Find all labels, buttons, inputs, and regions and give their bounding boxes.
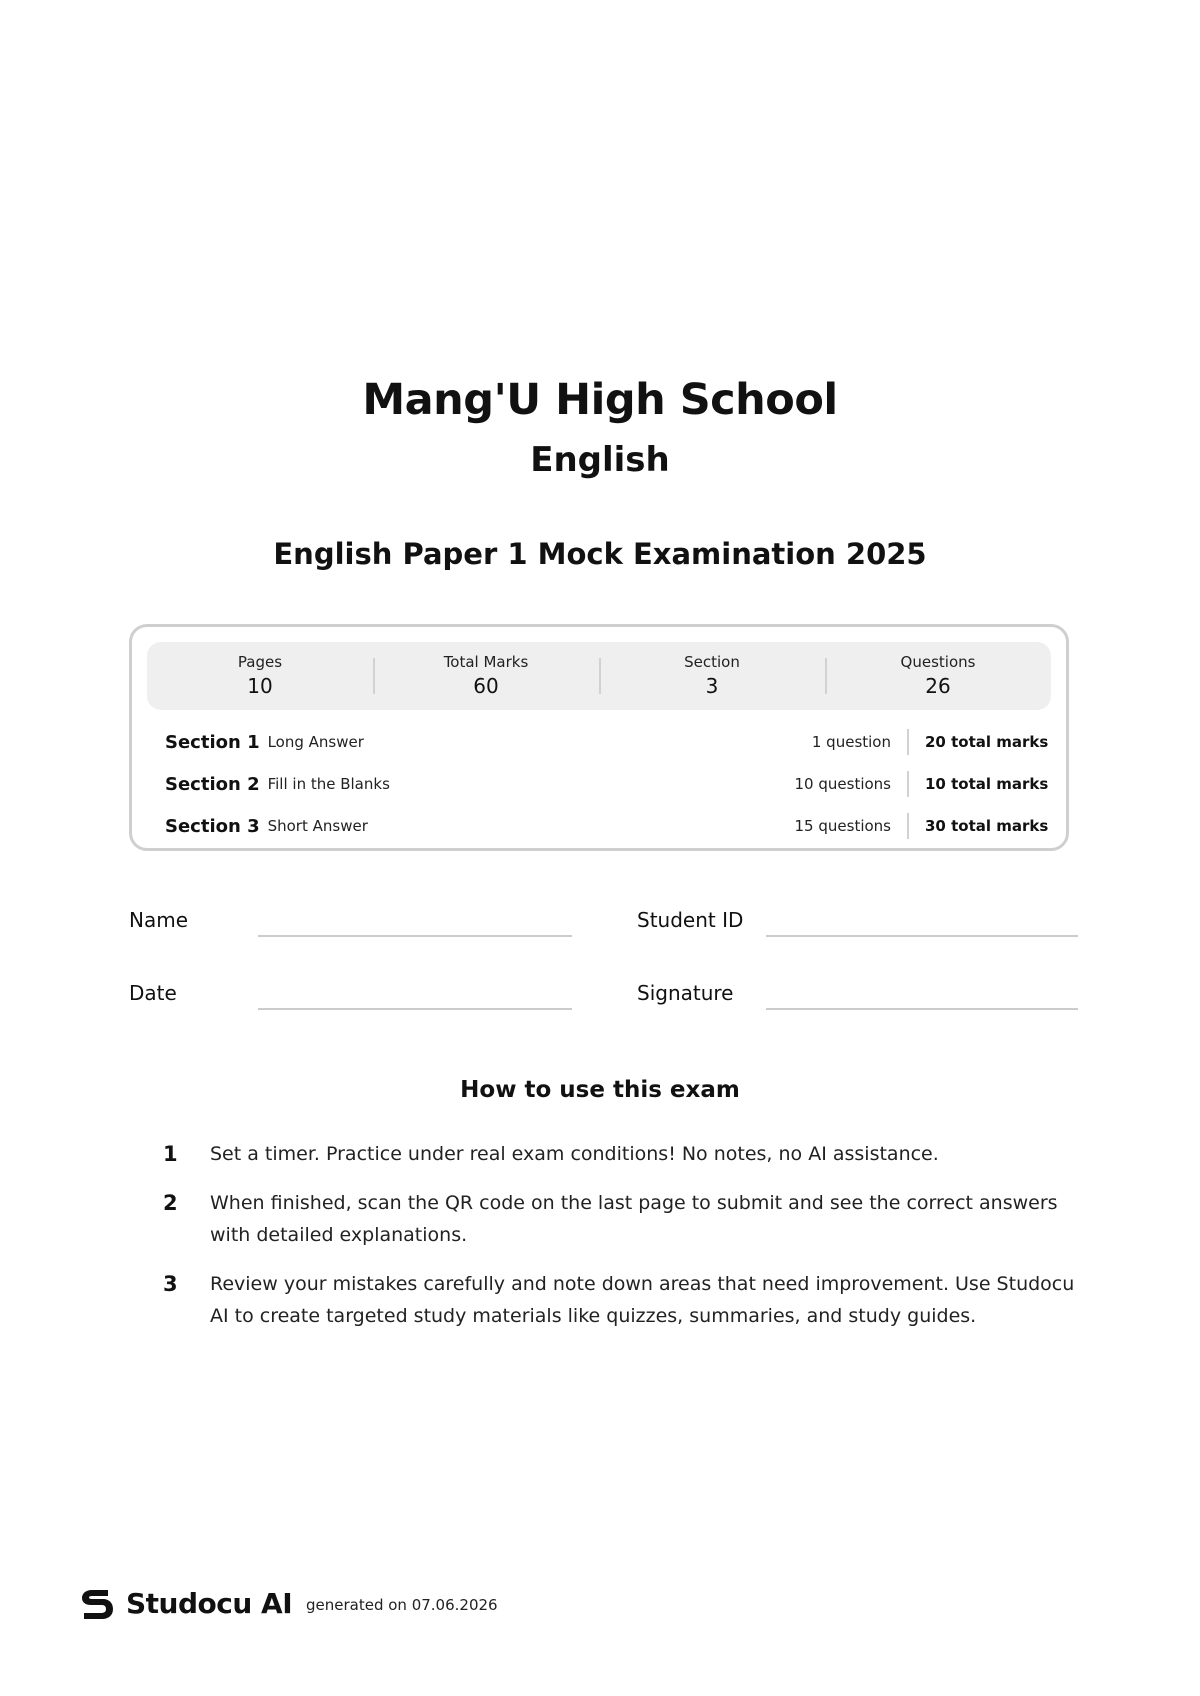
stat-label: Pages <box>237 653 283 671</box>
stat-value: 10 <box>247 674 273 698</box>
subject-name: English <box>530 440 670 480</box>
stat-pages <box>147 642 373 710</box>
step-text-1: Set a timer. Practice under real exam conditions! No notes, no AI assistance. <box>210 1143 939 1165</box>
section-marks: 20 total marks <box>925 733 1049 751</box>
stat-value: 60 <box>473 674 499 698</box>
studocu-logo-icon <box>78 1586 116 1622</box>
studocu-brand: Studocu AI <box>126 1587 293 1620</box>
section-name: Section 1 <box>165 731 260 753</box>
exam-title: English Paper 1 Mock Examination 2025 <box>273 537 927 571</box>
section-marks: 10 total marks <box>925 775 1049 793</box>
generated-date: generated on 07.06.2026 <box>306 1596 498 1614</box>
student-id-label: Student ID <box>637 908 744 932</box>
exam-summary-card <box>129 624 1069 851</box>
section-type: Fill in the Blanks <box>267 775 390 793</box>
step-number-2: 2 <box>163 1191 178 1215</box>
stat-value: 26 <box>925 674 951 698</box>
name-label: Name <box>129 908 189 932</box>
step-text-2: When finished, scan the QR code on the last page to submit and see the correct answers with detailed explanations. <box>210 1192 1058 1246</box>
date-field[interactable] <box>258 1008 572 1010</box>
signature-field[interactable] <box>766 1008 1078 1010</box>
signature-label: Signature <box>637 981 734 1005</box>
student-id-field[interactable] <box>766 935 1078 937</box>
step-number-1: 1 <box>163 1142 178 1166</box>
section-type: Short Answer <box>267 817 368 835</box>
section-type: Long Answer <box>267 733 364 751</box>
section-row-1 <box>165 727 1049 757</box>
step-text-3: Review your mistakes carefully and note down areas that need improvement. Use Studocu AI to create targeted study materials like quizzes, summaries, and study guides. <box>210 1273 1075 1327</box>
section-name: Section 3 <box>165 815 260 837</box>
section-name: Section 2 <box>165 773 260 795</box>
stats-bar <box>147 642 1051 710</box>
section-question-count: 1 question <box>811 733 891 751</box>
stat-label: Questions <box>900 653 976 671</box>
section-row-2 <box>165 769 1049 799</box>
section-row-3 <box>165 811 1049 841</box>
name-field[interactable] <box>258 935 572 937</box>
stat-label: Total Marks <box>443 653 529 671</box>
stat-label: Section <box>684 653 740 671</box>
stat-value: 3 <box>705 674 719 698</box>
stat-questions <box>825 642 1051 710</box>
section-question-count: 10 questions <box>794 775 891 793</box>
date-label: Date <box>129 981 177 1005</box>
stat-section <box>599 642 825 710</box>
howto-title: How to use this exam <box>460 1077 740 1103</box>
school-name: Mang'U High School <box>362 375 838 425</box>
stat-total-marks <box>373 642 599 710</box>
section-question-count: 15 questions <box>794 817 891 835</box>
step-number-3: 3 <box>163 1272 178 1296</box>
section-marks: 30 total marks <box>925 817 1049 835</box>
